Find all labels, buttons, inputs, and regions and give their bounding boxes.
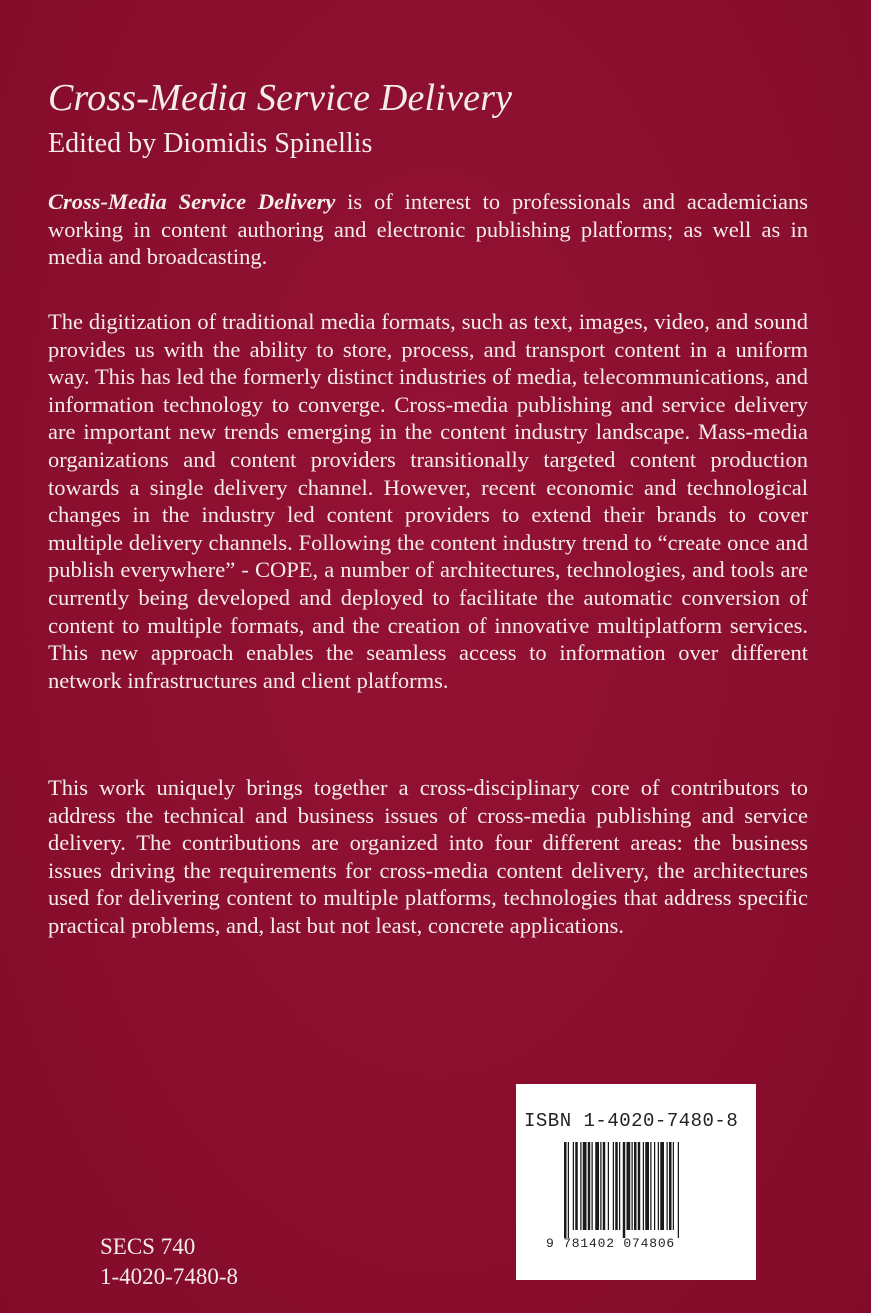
description-paragraph-1 bbox=[48, 188, 808, 271]
barcode-bar bbox=[623, 1142, 626, 1238]
barcode-bar bbox=[608, 1142, 609, 1230]
barcode-bar bbox=[673, 1142, 674, 1230]
barcode-isbn-label: ISBN 1-4020-7480-8 bbox=[524, 1110, 739, 1132]
barcode-bar bbox=[580, 1142, 581, 1230]
barcode-bar bbox=[645, 1142, 649, 1230]
barcode-panel bbox=[516, 1084, 756, 1280]
barcode-bar bbox=[600, 1142, 601, 1230]
book-title: Cross-Media Service Delivery bbox=[48, 77, 513, 119]
barcode-bar bbox=[634, 1142, 637, 1230]
series-isbn: 1-4020-7480-8 bbox=[100, 1264, 238, 1289]
barcode-bar bbox=[658, 1142, 659, 1230]
book-editor: Edited by Diomidis Spinellis bbox=[48, 128, 373, 159]
barcode-bar bbox=[678, 1142, 679, 1238]
series-info bbox=[100, 1232, 238, 1292]
barcode-bar bbox=[592, 1142, 593, 1230]
barcode-bar bbox=[615, 1142, 618, 1230]
barcode-bar bbox=[575, 1142, 578, 1230]
barcode-bar bbox=[583, 1142, 587, 1230]
barcode-bar bbox=[669, 1142, 672, 1230]
barcode-bar bbox=[654, 1142, 655, 1230]
barcode-bar bbox=[643, 1142, 644, 1230]
barcode-bar bbox=[588, 1142, 591, 1230]
barcode-bar bbox=[632, 1142, 633, 1230]
description-paragraph-1-text: is of interest to professionals and academicians working in content authoring and electronic publishing platforms; as well as in media and broadcasting. bbox=[48, 189, 809, 270]
barcode-bar bbox=[595, 1142, 599, 1230]
barcode-digits: 9 781402 074806 bbox=[546, 1236, 676, 1251]
barcode-bar bbox=[573, 1142, 574, 1230]
barcode-bar bbox=[660, 1142, 664, 1230]
description-lead-title: Cross-Media Service Delivery bbox=[48, 189, 336, 214]
barcode-bar bbox=[568, 1142, 569, 1238]
barcode-bar bbox=[619, 1142, 620, 1230]
barcode-icon bbox=[564, 1142, 714, 1238]
series-code: SECS 740 bbox=[100, 1234, 196, 1259]
barcode-bar bbox=[603, 1142, 606, 1230]
description-paragraph-3: This work uniquely brings together a cross-disciplinary core of contributors to address the technical and business issues of cross-media publishing and service delivery. The contributions are organized into four different areas: the business issues driving the requirements for cross-media content delivery, the architectures used for delivering content to multiple platforms, technologies that address specific practical problems, and, last but not least, concrete applications. bbox=[48, 775, 808, 938]
barcode-bar bbox=[667, 1142, 668, 1230]
barcode-bar bbox=[650, 1142, 651, 1230]
description-paragraph-2: The digitization of traditional media formats, such as text, images, video, and sound provides us with the ability to store, process, and transport content in a uniform way. This has led the formerly distinct industries of media, telecommunications, and information technology to converge. Cross-media publishing and service delivery are important new trends emerging in the content industry landscape. Mass-media organizations and content providers transitionally targeted content production towards a single delivery channel. However, recent economic and technological changes in the industry led content providers to extend their brands to cover multiple delivery channels. Following the content industry trend to “create once and publish everywhere” - COPE, a number of architectures, technologies, and tools are currently being developed and deployed to facilitate the automatic conversion of content to multiple formats, and the creation of innovative multiplatform services. This new approach enables the seamless access to information over different network infrastructures and client platforms. bbox=[48, 309, 808, 693]
barcode-bar bbox=[638, 1142, 641, 1230]
barcode-bar bbox=[564, 1142, 567, 1238]
barcode-bar bbox=[613, 1142, 614, 1230]
barcode-bar bbox=[627, 1142, 631, 1230]
